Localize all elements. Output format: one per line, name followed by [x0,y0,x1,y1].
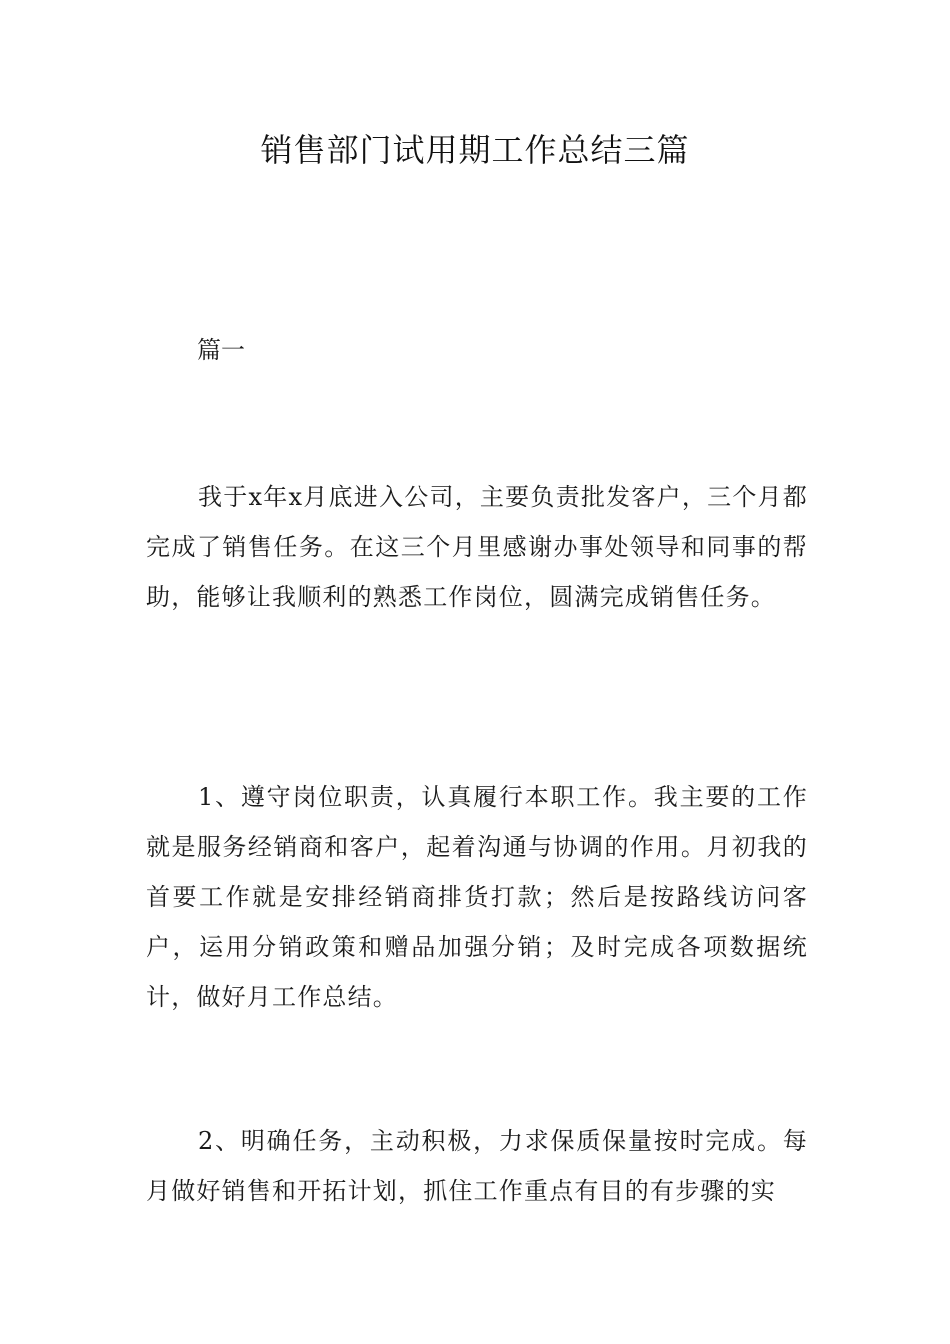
paragraph-item-1: 1、遵守岗位职责，认真履行本职工作。我主要的工作就是服务经销商和客户，起着沟通与协调的作用。月初我的首要工作就是安排经销商排货打款；然后是按路线访问客户，运用分销政策和赠品加强分销；及时完成各项数据统计，做好月工作总结。 [146,783,808,1011]
paragraph-intro: 我于x年x月底进入公司，主要负责批发客户，三个月都完成了销售任务。在这三个月里感谢办事处领导和同事的帮助，能够让我顺利的熟悉工作岗位，圆满完成销售任务。 [146,483,808,611]
paragraph-item-2: 2、明确任务，主动积极，力求保质保量按时完成。每月做好销售和开拓计划，抓住工作重点有目的有步骤的实 [146,1127,808,1205]
section-label: 篇一 [197,336,245,364]
document-title: 销售部门试用期工作总结三篇 [260,131,690,169]
